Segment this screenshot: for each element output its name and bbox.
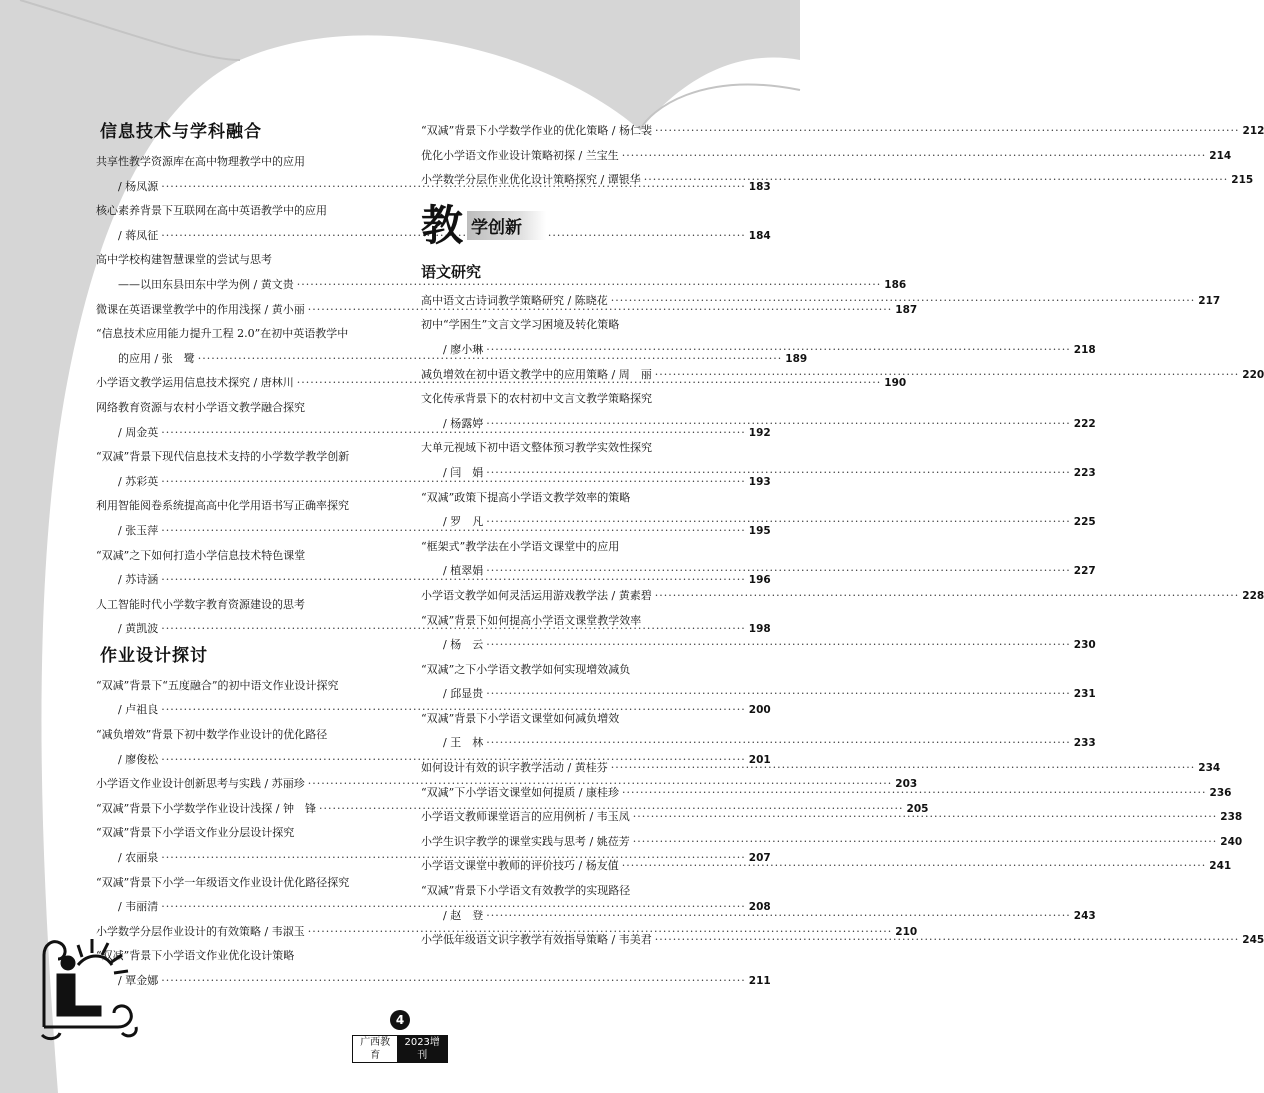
entry-page: 240 bbox=[1220, 835, 1243, 848]
entry-text: “双减”背景下如何提高小学语文课堂教学效率 bbox=[421, 613, 642, 627]
toc-entry[interactable] bbox=[96, 969, 771, 994]
entry-text: / 覃金娜 bbox=[118, 974, 159, 987]
entry-page: 227 bbox=[1073, 565, 1096, 578]
entry-page: 192 bbox=[748, 426, 771, 439]
entry-text: / 苏诗涵 bbox=[118, 573, 159, 587]
toc-entry[interactable] bbox=[421, 584, 1264, 609]
big-section-heading bbox=[421, 200, 721, 250]
entry-text: 小学数学分层作业优化设计策略探究 / 谭银华 bbox=[421, 173, 641, 187]
entry-text: / 邱显贵 bbox=[443, 687, 484, 701]
entry-page: 193 bbox=[748, 475, 771, 488]
entry-text: 大单元视域下初中语文整体预习教学实效性探究 bbox=[421, 441, 652, 455]
entry-text: / 赵 登 bbox=[443, 908, 484, 922]
entry-text: 核心素养背景下互联网在高中英语教学中的应用 bbox=[96, 204, 327, 218]
entry-text: “双减”背景下小学语文作业分层设计探究 bbox=[96, 826, 295, 840]
leader-dots bbox=[622, 781, 1207, 806]
entry-page: 228 bbox=[1242, 589, 1264, 602]
entry-text: / 杨 云 bbox=[443, 638, 484, 652]
toc-entry[interactable] bbox=[421, 682, 1096, 707]
entry-text: “框架式”教学法在小学语文课堂中的应用 bbox=[421, 539, 620, 553]
toc-entry[interactable] bbox=[96, 273, 907, 298]
entry-text: / 卢祖良 bbox=[118, 703, 159, 717]
entry-text: 小学低年级语文识字教学有效指导策略 / 韦美君 bbox=[421, 933, 652, 947]
entry-page: 203 bbox=[895, 778, 918, 791]
entry-page: 215 bbox=[1231, 174, 1254, 187]
heading-initial: 教 bbox=[421, 200, 464, 250]
entry-text: / 王 林 bbox=[443, 736, 484, 750]
entry-text: 小学数学分层作业设计的有效策略 / 韦淑玉 bbox=[96, 924, 305, 938]
leader-dots bbox=[655, 584, 1240, 609]
entry-text: 如何设计有效的识字教学活动 / 黄桂芬 bbox=[421, 761, 608, 775]
toc-entry[interactable] bbox=[421, 535, 721, 560]
subsection-title: 语文研究 bbox=[421, 262, 482, 281]
entry-text: 小学语文作业设计创新思考与实践 / 苏丽珍 bbox=[96, 777, 305, 791]
entry-page: 245 bbox=[1242, 934, 1264, 947]
entry-text: “双减”下小学语文课堂如何提质 / 康桂珍 bbox=[421, 785, 619, 799]
entry-page: 205 bbox=[906, 802, 929, 815]
entry-text: 高中语文古诗词教学策略研究 / 陈晓花 bbox=[421, 293, 608, 307]
toc-entry[interactable] bbox=[96, 396, 398, 421]
entry-page: 218 bbox=[1073, 343, 1096, 356]
entry-text: 小学语文教学如何灵活运用游戏教学法 / 黄素碧 bbox=[421, 588, 652, 602]
leader-dots bbox=[486, 559, 1071, 584]
leader-dots bbox=[161, 969, 746, 994]
entry-text: / 杨凤源 bbox=[118, 179, 159, 193]
entry-text: 人工智能时代小学数字教育资源建设的思考 bbox=[96, 597, 305, 611]
entry-text: / 周金英 bbox=[118, 425, 159, 439]
section-title: 作业设计探讨 bbox=[100, 645, 208, 666]
entry-page: 231 bbox=[1073, 688, 1096, 701]
entry-page: 184 bbox=[748, 229, 771, 242]
entry-page: 223 bbox=[1073, 466, 1096, 479]
heading-rest: 学创新 bbox=[467, 211, 546, 240]
entry-text: 小学语文教学运用信息技术探究 / 唐林川 bbox=[96, 376, 294, 390]
entry-page: 210 bbox=[895, 925, 918, 938]
toc-entry[interactable] bbox=[96, 199, 398, 224]
toc-entry[interactable] bbox=[421, 707, 721, 732]
entry-text: 的应用 / 张 鹭 bbox=[118, 351, 195, 365]
entry-page: 208 bbox=[748, 901, 771, 914]
leader-dots bbox=[622, 854, 1207, 879]
entry-page: 222 bbox=[1073, 417, 1096, 430]
toc-entry[interactable] bbox=[421, 119, 1264, 144]
entry-text: / 苏彩英 bbox=[118, 474, 159, 488]
entry-text: 小学语文课堂中教师的评价技巧 / 杨友值 bbox=[421, 859, 619, 873]
leader-dots bbox=[486, 731, 1071, 756]
leader-dots bbox=[486, 338, 1071, 363]
leader-dots bbox=[655, 119, 1240, 144]
toc-entry[interactable] bbox=[421, 658, 721, 683]
entry-text: / 蒋凤征 bbox=[118, 228, 159, 242]
toc-entry[interactable] bbox=[421, 486, 721, 511]
entry-page: 196 bbox=[748, 574, 771, 587]
entry-text: / 廖小琳 bbox=[443, 342, 484, 356]
entry-page: 238 bbox=[1220, 811, 1243, 824]
entry-text: / 闫 娟 bbox=[443, 465, 484, 479]
entry-text: 减负增效在初中语文教学中的应用策略 / 周 丽 bbox=[421, 367, 652, 381]
leader-dots bbox=[486, 633, 1071, 658]
entry-text: “双减”背景下现代信息技术支持的小学数学教学创新 bbox=[96, 450, 350, 464]
toc-entry[interactable] bbox=[96, 821, 398, 846]
toc-entry[interactable] bbox=[96, 150, 398, 175]
entry-text: “双减”背景下小学数学作业的优化策略 / 杨仁裴 bbox=[421, 124, 652, 137]
leader-dots bbox=[486, 412, 1071, 437]
entry-text: 小学生识字教学的课堂实践与思考 / 姚莅芳 bbox=[421, 834, 630, 848]
toc-entry[interactable] bbox=[96, 322, 398, 347]
toc-entry[interactable] bbox=[96, 248, 398, 273]
entry-page: 187 bbox=[895, 303, 918, 316]
entry-text: / 黄凯波 bbox=[118, 622, 159, 636]
entry-page: 230 bbox=[1073, 639, 1096, 652]
journal-issue: 2023增刊 bbox=[397, 1036, 447, 1062]
entry-page: 186 bbox=[884, 278, 907, 291]
entry-text: / 杨露婷 bbox=[443, 416, 484, 430]
entry-page: 225 bbox=[1073, 516, 1096, 529]
leader-dots bbox=[486, 904, 1071, 929]
journal-name bbox=[352, 1035, 448, 1063]
toc-entry[interactable] bbox=[421, 879, 721, 904]
leader-dots bbox=[655, 363, 1240, 388]
entry-text: “双减”背景下小学数学作业设计浅探 / 钟 锋 bbox=[96, 801, 316, 815]
entry-text: / 廖俊松 bbox=[118, 752, 159, 766]
entry-text: 利用智能阅卷系统提高高中化学用语书写正确率探究 bbox=[96, 499, 349, 513]
entry-text: “信息技术应用能力提升工程 2.0”在初中英语教学中 bbox=[96, 327, 349, 341]
entry-text: / 韦丽清 bbox=[118, 900, 159, 914]
entry-page: 241 bbox=[1209, 860, 1232, 873]
section-title: 信息技术与学科融合 bbox=[100, 122, 262, 142]
toc-entry[interactable] bbox=[96, 723, 398, 748]
entry-page: 243 bbox=[1073, 909, 1096, 922]
page-footer bbox=[352, 1009, 448, 1063]
entry-text: “双减”之下如何打造小学信息技术特色课堂 bbox=[96, 548, 306, 562]
entry-text: “双减”背景下小学语文作业优化设计策略 bbox=[96, 949, 295, 963]
entry-text: / 张玉萍 bbox=[118, 523, 159, 537]
leader-dots bbox=[611, 756, 1196, 781]
entry-text: “双减”政策下提高小学语文教学效率的策略 bbox=[421, 490, 631, 504]
toc-entry[interactable] bbox=[421, 144, 1232, 169]
toc-entry[interactable] bbox=[421, 387, 721, 412]
toc-entry[interactable] bbox=[421, 609, 721, 634]
entry-text: / 植翠娟 bbox=[443, 564, 484, 578]
entry-text: / 农丽泉 bbox=[118, 851, 159, 865]
leader-dots bbox=[486, 510, 1071, 535]
leader-dots bbox=[622, 144, 1207, 169]
entry-text: 网络教育资源与农村小学语文教学融合探究 bbox=[96, 400, 305, 414]
entry-page: 198 bbox=[748, 623, 771, 636]
entry-text: 小学语文教师课堂语言的应用例析 / 韦玉凤 bbox=[421, 810, 630, 824]
entry-page: 236 bbox=[1209, 786, 1232, 799]
toc-entry[interactable] bbox=[96, 593, 398, 618]
entry-page: 220 bbox=[1242, 368, 1264, 381]
toc-entry[interactable] bbox=[421, 830, 1243, 855]
entry-text: 初中“学困生”文言文学习困境及转化策略 bbox=[421, 318, 620, 332]
entry-text: “双减”背景下小学语文有效教学的实现路径 bbox=[421, 884, 631, 898]
entry-page: 217 bbox=[1198, 294, 1221, 307]
entry-text: 文化传承背景下的农村初中文言文教学策略探究 bbox=[421, 392, 652, 406]
entry-text: 微课在英语课堂教学中的作用浅探 / 黄小丽 bbox=[96, 302, 305, 316]
leader-dots bbox=[486, 682, 1071, 707]
toc-entry[interactable] bbox=[96, 445, 398, 470]
entry-page: 195 bbox=[748, 524, 771, 537]
entry-text: “双减”背景下“五度融合”的初中语文作业设计探究 bbox=[96, 678, 339, 692]
entry-text: “减负增效”背景下初中数学作业设计的优化路径 bbox=[96, 728, 328, 742]
toc-entry[interactable] bbox=[421, 633, 1096, 658]
toc-entry[interactable] bbox=[96, 544, 398, 569]
toc-entry[interactable] bbox=[421, 436, 721, 461]
entry-text: “双减”背景下小学一年级语文作业设计优化路径探究 bbox=[96, 875, 350, 889]
page-number: 4 bbox=[390, 1010, 410, 1030]
entry-page: 233 bbox=[1073, 737, 1096, 750]
entry-page: 189 bbox=[785, 352, 808, 365]
leader-dots bbox=[486, 461, 1071, 486]
entry-text: 优化小学语文作业设计策略初探 / 兰宝生 bbox=[421, 148, 619, 162]
entry-page: 207 bbox=[748, 852, 771, 865]
toc-entry[interactable] bbox=[96, 494, 398, 519]
entry-page: 200 bbox=[748, 704, 771, 717]
leader-dots bbox=[611, 289, 1196, 314]
entry-page: 234 bbox=[1198, 762, 1221, 775]
toc-entry[interactable] bbox=[96, 944, 398, 969]
entry-page: 183 bbox=[748, 180, 771, 193]
entry-page: 214 bbox=[1209, 149, 1232, 162]
entry-text: ——以田东县田东中学为例 / 黄文贵 bbox=[118, 277, 294, 291]
entry-text: “双减”背景下小学语文课堂如何减负增效 bbox=[421, 711, 620, 725]
entry-text: / 罗 凡 bbox=[443, 515, 484, 529]
entry-page: 211 bbox=[748, 975, 771, 987]
entry-text: 高中学校构建智慧课堂的尝试与思考 bbox=[96, 253, 272, 267]
entry-page: 190 bbox=[884, 377, 907, 390]
entry-text: “双减”之下小学语文教学如何实现增效减负 bbox=[421, 662, 631, 676]
journal-title: 广西教育 bbox=[360, 1037, 391, 1061]
leader-dots bbox=[655, 928, 1240, 953]
toc-entry[interactable] bbox=[421, 313, 721, 338]
leader-dots bbox=[633, 830, 1218, 855]
toc-entry[interactable] bbox=[421, 731, 1096, 756]
leader-dots bbox=[633, 805, 1218, 830]
entry-page: 212 bbox=[1242, 125, 1264, 137]
toc-entry[interactable] bbox=[96, 674, 398, 699]
entry-page: 201 bbox=[748, 753, 771, 766]
entry-text: 共享性教学资源库在高中物理教学中的应用 bbox=[96, 155, 305, 168]
leader-dots bbox=[644, 168, 1229, 193]
toc-entry[interactable] bbox=[96, 871, 398, 896]
